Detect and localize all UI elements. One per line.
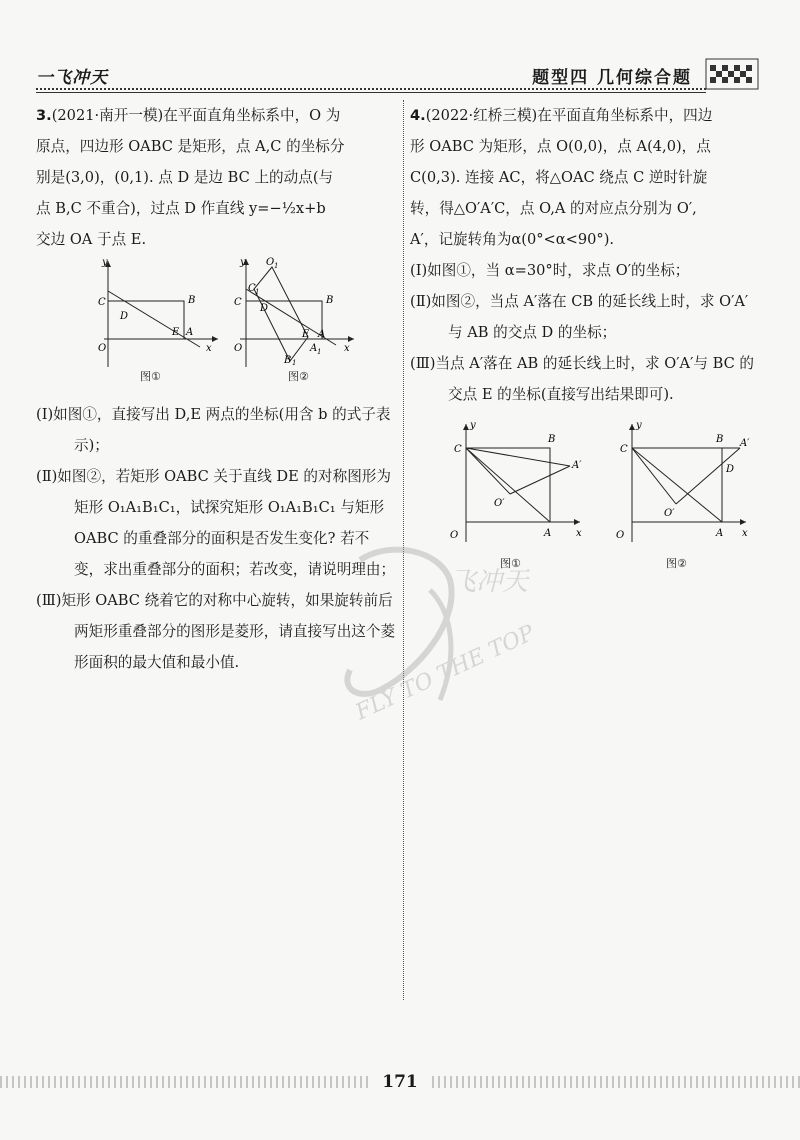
- q4-part-2: (Ⅱ)如图②，当点 A′落在 CB 的延长线上时，求 O′A′与 AB 的交点 D 的坐标；: [410, 293, 749, 341]
- svg-text:A: A: [186, 327, 194, 338]
- svg-text:1: 1: [255, 288, 260, 296]
- svg-text:D: D: [260, 303, 269, 314]
- svg-text:y: y: [470, 420, 476, 431]
- page-footer: [0, 1068, 800, 1098]
- svg-text:C: C: [234, 297, 242, 308]
- svg-text:O′: O′: [664, 508, 675, 519]
- svg-text:y: y: [636, 420, 642, 431]
- figure-caption: 图①: [500, 557, 521, 570]
- svg-text:E: E: [302, 329, 310, 340]
- q4-figure-2: [596, 418, 756, 550]
- svg-text:O: O: [450, 530, 459, 541]
- svg-text:O: O: [266, 257, 275, 268]
- q3-line: 别是(3,0)，(0,1). 点 D 是边 BC 上的动点(与: [36, 169, 334, 186]
- svg-text:A: A: [318, 329, 326, 340]
- svg-text:O: O: [234, 343, 243, 354]
- svg-text:B: B: [716, 434, 724, 445]
- svg-text:1: 1: [317, 348, 322, 356]
- q4-line: A′，记旋转角为α(0°<α<90°).: [410, 231, 615, 248]
- q3-figure-2: [232, 255, 362, 373]
- q4-part-3: (Ⅲ)当点 A′落在 AB 的延长线上时，求 O′A′与 BC 的交点 E 的坐标(直接写出结果即可).: [410, 355, 755, 403]
- q4-line: 转，得△O′A′C，点 O,A 的对应点分别为 O′,: [410, 200, 697, 217]
- svg-text:x: x: [576, 528, 582, 539]
- svg-text:C: C: [98, 297, 106, 308]
- svg-text:B: B: [188, 295, 196, 306]
- svg-text:y: y: [240, 257, 246, 268]
- q3-part-2: (Ⅱ)如图②，若矩形 OABC 关于直线 DE 的对称图形为矩形 O₁A₁B₁C₁，试探究矩形 O₁A₁B₁C₁ 与矩形 OABC 的重叠部分的面积是否发生变化? 若不变，求出重叠部分的面积；若改变，请说明理由；: [36, 468, 396, 578]
- question-number: 4.: [410, 107, 426, 124]
- watermark-logo: [300, 520, 580, 740]
- svg-text:E: E: [172, 327, 180, 338]
- svg-text:A′: A′: [572, 460, 582, 471]
- page-number: 171: [372, 1068, 428, 1096]
- svg-text:D: D: [726, 464, 735, 475]
- svg-text:O′: O′: [494, 498, 505, 509]
- q3-line: 交边 OA 于点 E.: [36, 231, 147, 248]
- svg-text:C: C: [620, 444, 628, 455]
- q3-part-3: (Ⅲ)矩形 OABC 绕着它的对称中心旋转，如果旋转前后两矩形重叠部分的图形是菱形，请直接写出这个菱形面积的最大值和最小值.: [36, 592, 396, 671]
- svg-text:x: x: [206, 343, 212, 354]
- header-rule: [36, 88, 706, 90]
- checker-icon: [704, 57, 760, 91]
- svg-text:A: A: [544, 528, 552, 539]
- svg-text:y: y: [102, 257, 108, 268]
- svg-text:O: O: [616, 530, 625, 541]
- watermark-cn-text: 飞冲天: [450, 567, 529, 597]
- q3-line: 原点，四边形 OABC 是矩形，点 A,C 的坐标分: [36, 138, 345, 155]
- section-title: 题型四 几何综合题: [532, 68, 692, 88]
- q4-line: C(0,3). 连接 AC，将△OAC 绕点 C 逆时针旋: [410, 169, 708, 186]
- svg-text:A: A: [310, 343, 318, 354]
- brand-logo: 一飞冲天: [36, 68, 108, 88]
- q4-line: 形 OABC 为矩形，点 O(0,0)，点 A(4,0)，点: [410, 138, 711, 155]
- figure-caption: 图①: [140, 370, 161, 383]
- q4-line: (2022·红桥三模)在平面直角坐标系中，四边: [425, 107, 713, 124]
- svg-text:A′: A′: [740, 438, 750, 449]
- question-4: [410, 100, 760, 568]
- svg-text:1: 1: [292, 359, 297, 367]
- q4-part-1: (Ⅰ)如图①，当 α=30°时，求点 O′的坐标；: [410, 262, 690, 279]
- svg-text:A: A: [716, 528, 724, 539]
- svg-text:1: 1: [274, 262, 279, 270]
- q3-line: 点 B,C 不重合)，过点 D 作直线 y=−½x+b: [36, 200, 326, 217]
- header-rule: [36, 92, 706, 93]
- svg-text:O: O: [98, 343, 107, 354]
- svg-text:x: x: [344, 343, 350, 354]
- svg-text:x: x: [742, 528, 748, 539]
- q3-figure-1: [96, 255, 226, 373]
- svg-text:B: B: [326, 295, 334, 306]
- figure-caption: 图②: [288, 370, 309, 383]
- page-header: [36, 55, 760, 95]
- watermark-en-text: FLY TO THE TOP: [351, 620, 539, 726]
- svg-text:C: C: [248, 283, 256, 294]
- figure-caption: 图②: [666, 557, 687, 570]
- q3-part-1: (Ⅰ)如图①，直接写出 D,E 两点的坐标(用含 b 的式子表示)；: [36, 406, 391, 454]
- q3-line: (2021·南开一模)在平面直角坐标系中，O 为: [51, 107, 341, 124]
- svg-text:B: B: [548, 434, 556, 445]
- svg-text:B: B: [284, 355, 292, 366]
- svg-text:D: D: [120, 311, 129, 322]
- question-number: 3.: [36, 107, 52, 124]
- svg-text:C: C: [454, 444, 462, 455]
- q3-figures: [36, 255, 396, 381]
